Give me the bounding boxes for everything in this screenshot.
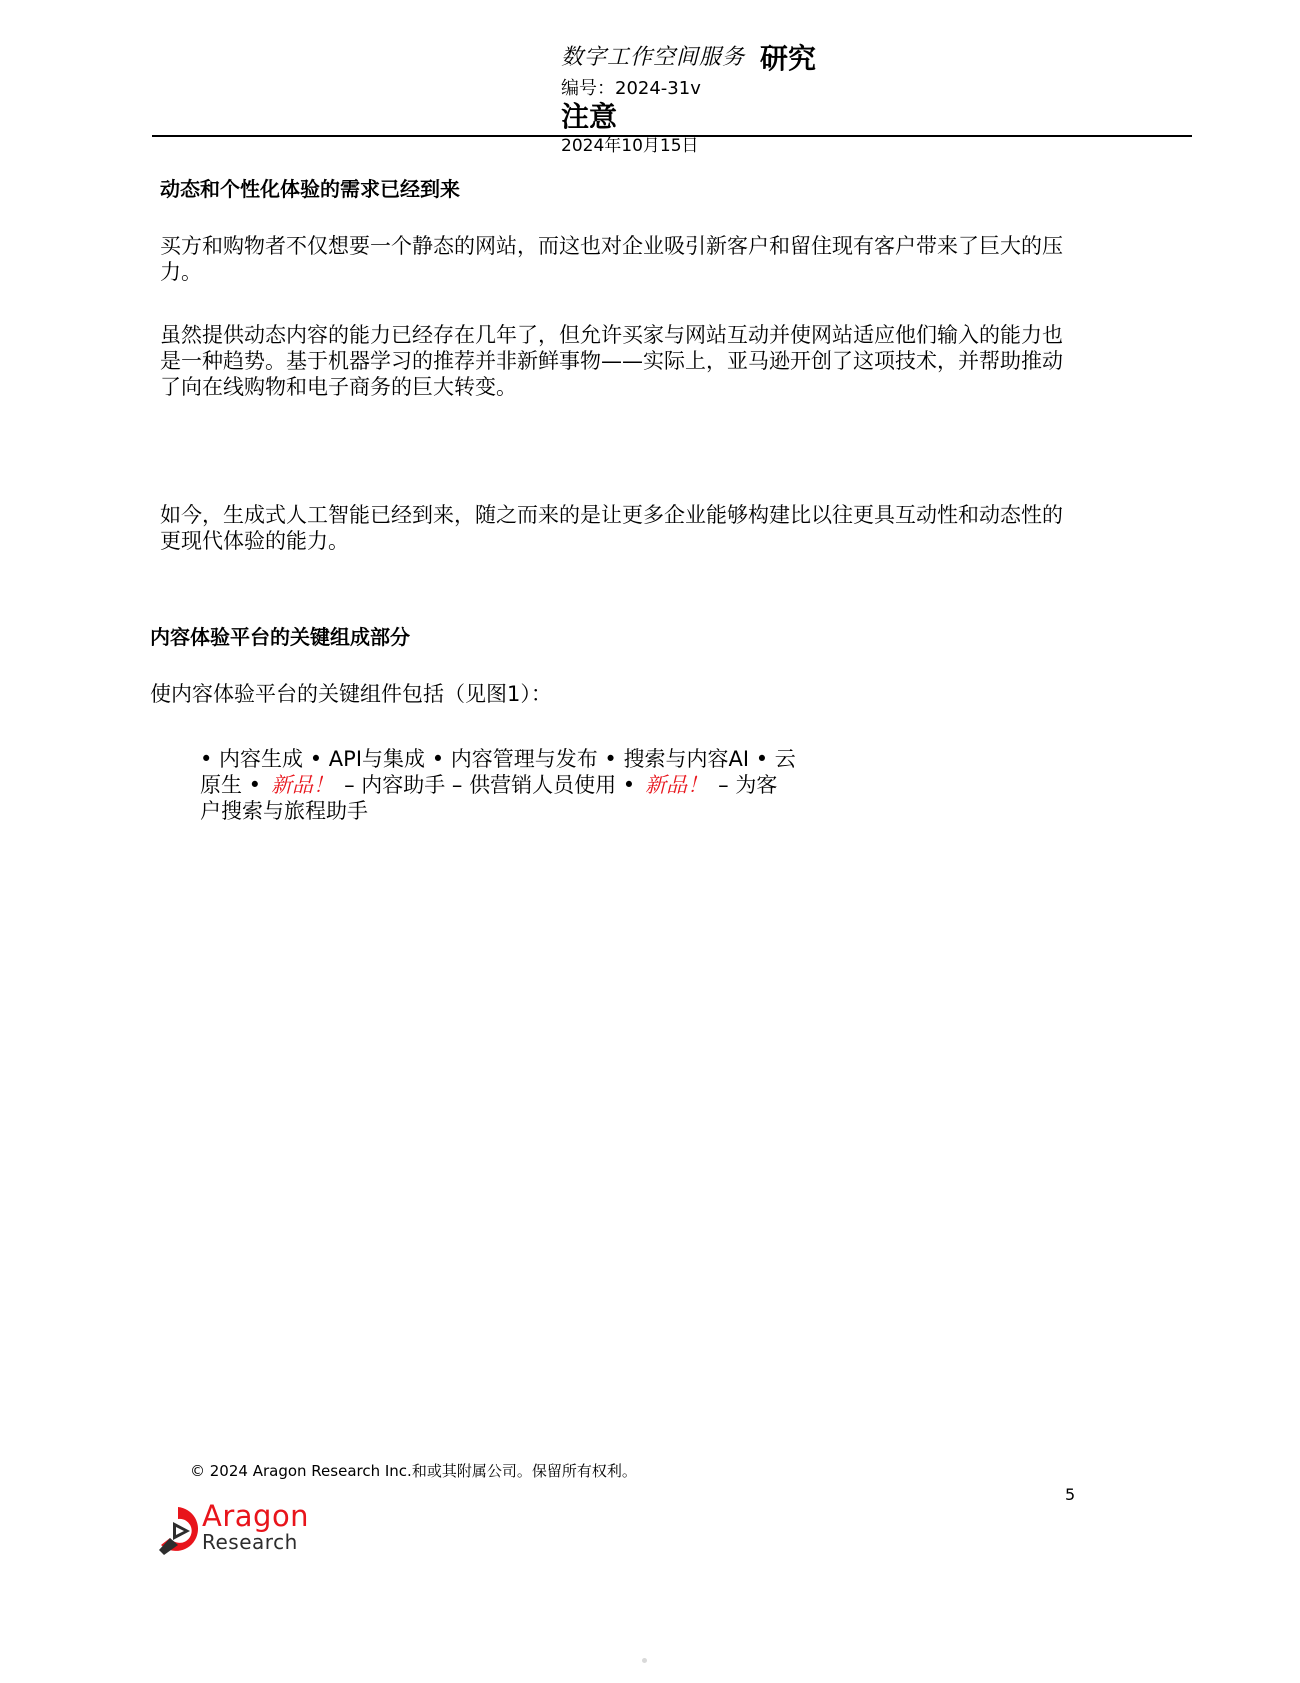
paragraph-line: 力。 — [160, 260, 202, 284]
paragraph-components-intro — [150, 681, 1140, 707]
report-date: 2024年10月15日 — [561, 136, 699, 156]
bullet-line: • 内容生成 • API与集成 • 内容管理与发布 • 搜索与内容AI • 云 — [200, 747, 796, 771]
page-number: 5 — [1065, 1485, 1076, 1504]
scroll-indicator-dot — [642, 1658, 647, 1663]
paragraph-line: 了向在线购物和电子商务的巨大转变。 — [160, 375, 517, 399]
component-bullet-list — [200, 746, 796, 824]
new-badge: 新品！ — [271, 773, 335, 797]
paragraph-line: 更现代体验的能力。 — [160, 529, 349, 553]
logo-wordmark — [202, 1501, 309, 1553]
bullet-line — [200, 772, 796, 798]
bullet-text: 原生 • — [200, 773, 262, 797]
new-badge: 新品！ — [645, 773, 709, 797]
logo-text-research: Research — [202, 1530, 298, 1554]
paragraph-generative-ai — [160, 502, 1150, 554]
section-heading-dynamic-experience: 动态和个性化体验的需求已经到来 — [160, 177, 460, 201]
paragraph-line: 虽然提供动态内容的能力已经存在几年了，但允许买家与网站互动并使网站适应他们输入的能力也 — [160, 323, 1063, 347]
report-series: 数字工作空间服务 — [561, 45, 746, 70]
paragraph-line: 如今，生成式人工智能已经到来，随之而来的是让更多企业能够构建比以往更具互动性和动态性的 — [160, 503, 1063, 527]
report-type: 研究 — [760, 42, 817, 75]
bullet-line: 户搜索与旅程助手 — [200, 799, 368, 823]
paragraph-line: 使内容体验平台的关键组件包括（见图1）： — [150, 682, 552, 706]
section-heading-key-components: 内容体验平台的关键组成部分 — [150, 625, 410, 649]
paragraph-buyers — [160, 233, 1150, 285]
report-number: 编号：2024-31v — [561, 78, 701, 99]
report-note-label: 注意 — [561, 100, 618, 133]
paragraph-line: 买方和购物者不仅想要一个静态的网站，而这也对企业吸引新客户和留住现有客户带来了巨大的压 — [160, 234, 1063, 258]
bullet-text: – 内容助手 – 供营销人员使用 • — [344, 773, 636, 797]
paragraph-line: 是一种趋势。基于机器学习的推荐并非新鲜事物——实际上，亚马逊开创了这项技术，并帮助推动 — [160, 349, 1063, 373]
bullet-text: – 为客 — [718, 773, 778, 797]
paragraph-dynamic-content — [160, 322, 1150, 400]
logo-text-aragon: Aragon — [202, 1499, 310, 1533]
copyright-notice: © 2024 Aragon Research Inc.和或其附属公司。保留所有权利。 — [190, 1462, 637, 1480]
